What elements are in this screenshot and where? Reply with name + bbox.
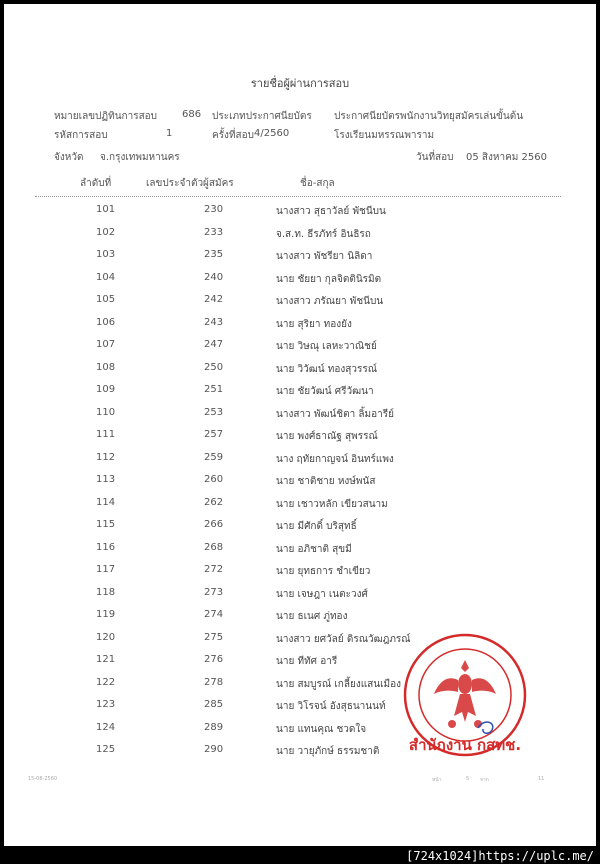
province-value: จ.กรุงเทพมหานคร: [100, 152, 180, 163]
row-full-name: นาย อภิชาติ สุขมี: [276, 543, 352, 555]
row-order: 125: [96, 744, 116, 755]
header-divider: [35, 196, 561, 197]
row-full-name: นาย วิโรจน์ อังสุธนานนท์: [276, 701, 386, 712]
row-full-name: นาย ยุทธการ ชำเขียว: [276, 566, 371, 577]
row-order: 124: [96, 721, 116, 733]
row-full-name: นาย พงศ์ธาณัฐ สุพรรณ์: [276, 431, 378, 442]
row-order: 109: [96, 384, 116, 395]
row-applicant-id: 235: [204, 249, 224, 260]
row-applicant-id: 233: [204, 226, 224, 238]
table-row: [4, 514, 596, 537]
table-row: [4, 469, 596, 492]
row-applicant-id: 273: [204, 586, 224, 598]
exam-code-value: 1: [166, 128, 173, 139]
row-applicant-id: 278: [204, 676, 224, 688]
row-full-name: นาย เจษฎา เนตะวงศ์: [276, 588, 368, 600]
row-full-name: นาย สุริยา ทองยัง: [276, 318, 352, 330]
row-applicant-id: 247: [204, 339, 224, 350]
header-full-name: ชื่อ-สกุล: [300, 178, 335, 189]
cert-type-value: ประกาศนียบัตรพนักงานวิทยุสมัครเล่นขั้นต้น: [334, 111, 524, 122]
row-order: 115: [96, 519, 116, 530]
table-row: [4, 402, 596, 425]
row-applicant-id: 268: [204, 541, 224, 553]
exam-calendar-label: หมายเลขปฏิทินการสอบ: [54, 111, 158, 122]
table-row: [4, 222, 596, 245]
footer-of-label: จาก: [480, 777, 489, 783]
row-order: 102: [96, 226, 116, 238]
document-title: รายชื่อผู้ผ่านการสอบ: [250, 77, 350, 90]
row-applicant-id: 274: [204, 609, 224, 620]
row-applicant-id: 285: [204, 699, 224, 710]
table-row: [4, 312, 596, 335]
row-applicant-id: 230: [204, 204, 224, 215]
row-order: 106: [96, 316, 116, 328]
row-order: 118: [96, 586, 116, 598]
table-row: [4, 267, 596, 290]
row-order: 101: [96, 204, 116, 215]
row-applicant-id: 289: [204, 721, 224, 733]
footer-page-number: 5: [466, 776, 470, 782]
row-full-name: นาย ชัยวัฒน์ ศรีวัฒนา: [276, 386, 374, 397]
table-row: [4, 357, 596, 380]
row-full-name: นาย แทนคุณ ชวดใจ: [276, 723, 367, 735]
row-applicant-id: 257: [204, 429, 224, 440]
row-order: 107: [96, 339, 116, 350]
row-full-name: นาย สมบูรณ์ เกลี้ยงแสนเมือง: [276, 678, 401, 690]
footer-print-date: 15-08-2560: [28, 776, 58, 782]
row-applicant-id: 276: [204, 654, 224, 665]
table-row: [4, 244, 596, 267]
table-row: [4, 492, 596, 515]
row-full-name: นาง ฤทัยกาญจน์ อินทร์แพง: [276, 453, 394, 465]
row-applicant-id: 290: [204, 744, 224, 755]
row-full-name: นางสาว ยศวัลย์ ดิรณวัฒฎภรณ์: [276, 633, 411, 645]
row-applicant-id: 262: [204, 496, 224, 508]
row-order: 111: [96, 429, 116, 440]
row-applicant-id: 243: [204, 316, 224, 328]
row-full-name: นาย วิษณุ เลหะวาณิชย์: [276, 341, 377, 352]
header-applicant-id: เลขประจำตัวผู้สมัคร: [146, 178, 234, 189]
header-order: ลำดับที่: [80, 178, 112, 189]
row-applicant-id: 266: [204, 519, 224, 530]
seal-text: สำนักงาน กสทช.: [408, 736, 522, 754]
row-applicant-id: 251: [204, 384, 224, 395]
exam-calendar-value: 686: [182, 109, 202, 120]
footer-total-pages: 11: [538, 776, 545, 782]
row-order: 120: [96, 631, 116, 643]
row-order: 113: [96, 474, 116, 485]
official-seal-icon: [402, 632, 528, 758]
row-full-name: นาย วายุภักษ์ ธรรมชาติ: [276, 746, 380, 757]
row-order: 117: [96, 564, 116, 575]
row-order: 105: [96, 294, 116, 305]
row-full-name: นาย ทีทัศ อารี: [276, 656, 338, 667]
row-full-name: นาย ชัยยา กุลจิตตินิรมิต: [276, 273, 382, 285]
table-row: [4, 424, 596, 447]
row-applicant-id: 253: [204, 406, 224, 418]
table-row: [4, 199, 596, 222]
row-full-name: นาย เชาวหลัก เขียวสนาม: [276, 498, 388, 510]
document-page: [4, 4, 596, 846]
row-full-name: นาย มีศักดิ์ บริสุทธิ์: [276, 521, 357, 532]
table-row: [4, 559, 596, 582]
footer-page-label: หน้า: [432, 777, 442, 783]
exam-date-value: 05 สิงหาคม 2560: [466, 152, 548, 163]
row-applicant-id: 272: [204, 564, 224, 575]
round-value: 4/2560: [254, 128, 290, 139]
table-row: [4, 289, 596, 312]
venue: โรงเรียนมหรรณพาราม: [334, 130, 435, 141]
row-full-name: นาย ชาติชาย หงษ์พนัส: [276, 476, 376, 487]
row-order: 104: [96, 271, 116, 283]
table-row: [4, 379, 596, 402]
row-order: 123: [96, 699, 116, 710]
exam-code-label: รหัสการสอบ: [54, 130, 108, 141]
row-order: 116: [96, 541, 116, 553]
row-order: 103: [96, 249, 116, 260]
row-order: 114: [96, 496, 116, 508]
cert-type-label: ประเภทประกาศนียบัตร: [212, 111, 312, 122]
row-applicant-id: 260: [204, 474, 224, 485]
table-row: [4, 604, 596, 627]
row-full-name: นางสาว พัชรียา นิลิดา: [276, 251, 373, 262]
row-full-name: นางสาว พัฒน์ชิตา ลิ้มอารีย์: [276, 408, 394, 420]
table-row: [4, 447, 596, 470]
row-full-name: จ.ส.ท. ธีรภัทร์ อินธิรถ: [276, 228, 371, 240]
row-order: 119: [96, 609, 116, 620]
row-order: 110: [96, 406, 116, 418]
row-order: 121: [96, 654, 116, 665]
row-full-name: นาย วิวัฒน์ ทองสุวรรณ์: [276, 363, 377, 375]
row-full-name: นาย ธเนศ ภู่ทอง: [276, 611, 348, 622]
table-row: [4, 582, 596, 605]
row-order: 112: [96, 451, 116, 463]
row-applicant-id: 240: [204, 271, 224, 283]
row-applicant-id: 259: [204, 451, 224, 463]
row-order: 122: [96, 676, 116, 688]
round-label: ครั้งที่สอบ: [212, 130, 254, 141]
row-applicant-id: 250: [204, 361, 224, 373]
row-full-name: นางสาว ภรัณยา พัชนีบน: [276, 296, 384, 307]
row-applicant-id: 242: [204, 294, 224, 305]
province-label: จังหวัด: [54, 152, 84, 163]
row-order: 108: [96, 361, 116, 373]
table-row: [4, 334, 596, 357]
row-applicant-id: 275: [204, 631, 224, 643]
image-watermark: [724x1024]https://uplc.me/: [406, 849, 594, 863]
row-full-name: นางสาว สุธาวัลย์ พัชนีบน: [276, 206, 386, 217]
table-row: [4, 537, 596, 560]
exam-date-label: วันที่สอบ: [416, 152, 454, 163]
